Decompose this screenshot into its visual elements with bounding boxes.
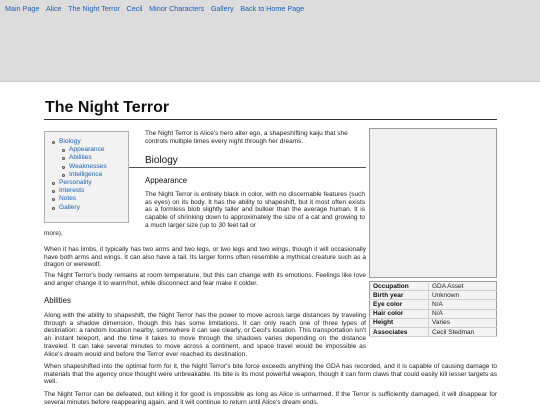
- subsection-heading-abilities: Abilities: [44, 296, 71, 305]
- appearance-paragraph-3: The Night Terror's body remains at room temperature, but this can change with its emotions. Feelings like love and anger change it to warm/hot, while disconnect and fear make it colder.: [44, 272, 366, 287]
- infobox-key: Occupation: [370, 282, 429, 291]
- bullet-icon: [62, 157, 65, 160]
- infobox-value: N/A: [429, 300, 497, 309]
- infobox-row: [370, 327, 497, 336]
- infobox-key: Hair color: [370, 309, 429, 318]
- nav-main-page[interactable]: Main Page: [5, 4, 40, 13]
- bullet-icon: [62, 149, 65, 152]
- toc-item-personality[interactable]: Personality: [45, 179, 128, 187]
- toc-item-notes[interactable]: Notes: [45, 195, 128, 203]
- nav-the-night-terror[interactable]: The Night Terror: [68, 4, 120, 13]
- abilities-paragraph-1: Along with the ability to shapeshift, the Night Terror has the power to move across large distances by traveling through a shadow dimension, though this has some limitations. It can only reach one of three types of destination: a random location nearby, somewhere it can see clearly, or Cecil's location. This transportation isn't an instant teleport, and the time it takes to move through the shadows varies depending on the distance traveled. It can take several minutes to move across a continent, and space travel would be impossible as Alice's dream would end before the Terror ever reached its destination.: [44, 312, 366, 358]
- header-banner: [0, 17, 540, 82]
- bullet-icon: [52, 141, 55, 144]
- toc-item-weaknesses[interactable]: Weaknesses: [45, 163, 128, 171]
- infobox-row: [370, 282, 497, 291]
- nav-gallery[interactable]: Gallery: [210, 4, 234, 13]
- section-heading-biology: Biology: [145, 155, 178, 166]
- associates-link[interactable]: Cecil Stedman: [429, 327, 497, 336]
- bullet-icon: [52, 198, 55, 201]
- subsection-heading-appearance: Appearance: [145, 176, 188, 185]
- toc-item-intelligence[interactable]: Intelligence: [45, 171, 128, 179]
- appearance-paragraph-1-end: more).: [44, 230, 63, 237]
- toc-list: [45, 138, 128, 212]
- infobox-key: Height: [370, 318, 429, 327]
- bullet-icon: [52, 207, 55, 210]
- appearance-paragraph-1: The Night Terror is entirely black in color, with no discernable features (such as eyes) on its body. It has the ability to shapeshift, but it most often exists as a formless blob slightly taller and bulkier than the average human. It is capable of shrinking down to approximately the size of a cat and growing to a much larger size (up to 30 feet tall or: [145, 191, 365, 229]
- bullet-icon: [52, 190, 55, 193]
- infobox-row: [370, 309, 497, 318]
- infobox-key: Eye color: [370, 300, 429, 309]
- intro-paragraph: The Night Terror is Alice's hero alter ego, a shapeshifting kaiju that she controls multiple times every night through her dreams.: [145, 130, 348, 145]
- page-title: The Night Terror: [45, 99, 170, 116]
- toc-item-appearance[interactable]: Appearance: [45, 146, 128, 154]
- toc-item-biology[interactable]: Biology: [45, 138, 128, 146]
- toc-item-abilities[interactable]: Abilities: [45, 154, 128, 162]
- nav-minor-characters[interactable]: Minor Characters: [149, 4, 205, 13]
- appearance-paragraph-2: When it has limbs, it typically has two arms and two legs, or two legs and two wings, though it will occasionally have both arms and wings. It can also have a tail. Its larger forms often resemble a mythical creature such as a dragon or werewolf.: [44, 246, 366, 269]
- top-nav: [0, 0, 540, 17]
- nav-cecil[interactable]: Cecil: [126, 4, 143, 13]
- table-of-contents: [44, 131, 129, 223]
- character-image-placeholder: [369, 128, 497, 278]
- abilities-paragraph-3: The Night Terror can be defeated, but killing it for good is impossible as long as Alice is unharmed. If the Terror is sufficiently damaged, it will disappear for several minutes before reappearing again, and it will continue to return until Alice's dream ends.: [44, 391, 497, 406]
- bullet-icon: [62, 166, 65, 169]
- infobox-value: N/A: [429, 309, 497, 318]
- bullet-icon: [62, 174, 65, 177]
- infobox-value: Varies: [429, 318, 497, 327]
- toc-item-gallery[interactable]: Gallery: [45, 204, 128, 212]
- infobox-row: [370, 300, 497, 309]
- title-divider: [44, 119, 497, 120]
- toc-item-interests[interactable]: Interests: [45, 187, 128, 195]
- infobox-row: [370, 318, 497, 327]
- infobox-key: Birth year: [370, 291, 429, 300]
- nav-alice[interactable]: Alice: [45, 4, 62, 13]
- infobox-row: [370, 291, 497, 300]
- nav-back-to-home[interactable]: Back to Home Page: [240, 4, 305, 13]
- bullet-icon: [52, 182, 55, 185]
- infobox-table: [369, 281, 497, 337]
- infobox-key: Associates: [370, 327, 429, 336]
- infobox-value: Unknown: [429, 291, 497, 300]
- abilities-paragraph-2: When shapeshifted into the optimal form for it, the Night Terror's bite force exceeds anything the GDA has recorded, and it is capable of causing damage to materials that the agency once thought were unbreakable. Its bite is its most powerful weapon, though it can form claws that could easily kill lesser targets as well.: [44, 363, 497, 386]
- infobox-value: GDA Asset: [429, 282, 497, 291]
- section-divider: [129, 167, 366, 168]
